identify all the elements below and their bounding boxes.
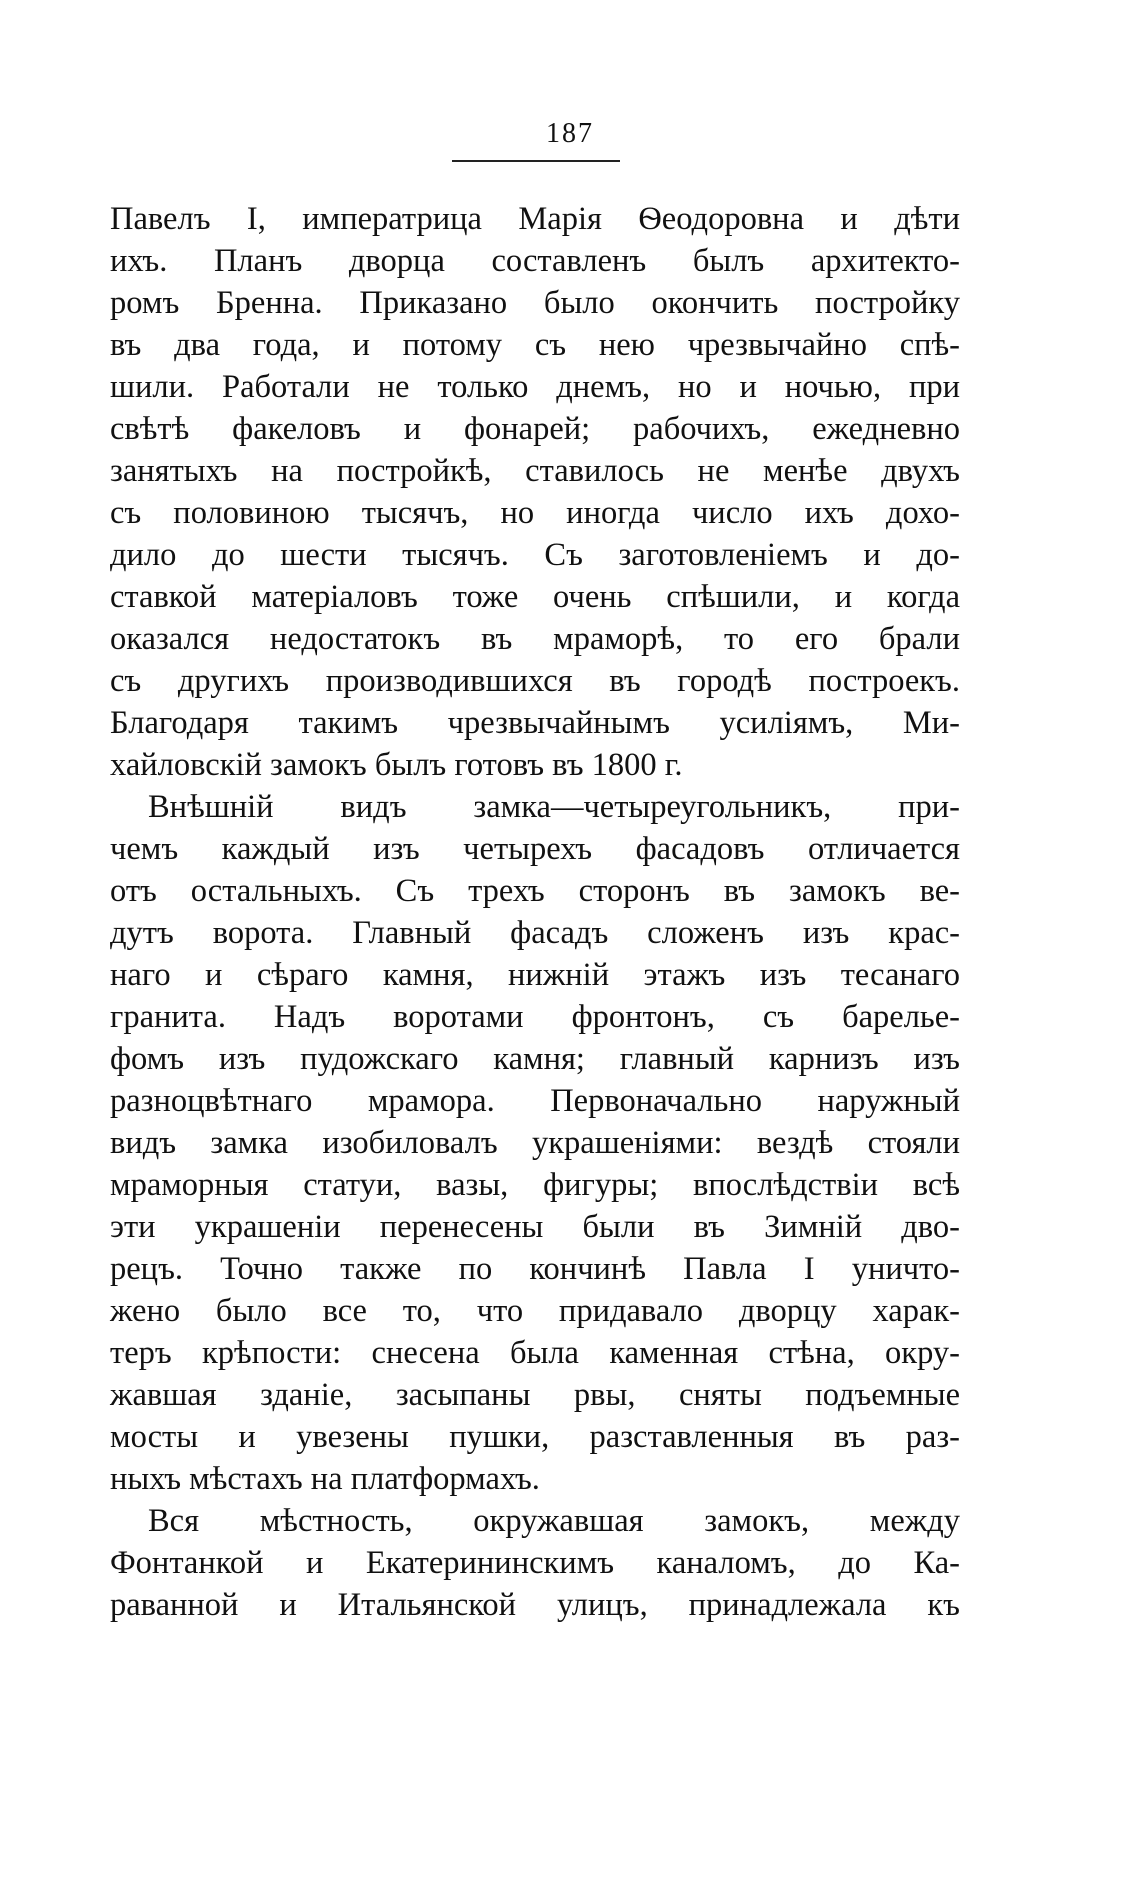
- text-line: жавшая зданіе, засыпаны рвы, сняты подъемные: [110, 1377, 960, 1413]
- text-line: ихъ. Планъ дворца составленъ былъ архитекто-: [110, 243, 960, 279]
- text-line: Павелъ I, императрица Марія Ѳеодоровна и дѣти: [110, 201, 960, 237]
- text-line: теръ крѣпости: снесена была каменная стѣна, окру-: [110, 1335, 960, 1371]
- paragraph-2: [110, 786, 960, 1500]
- text-line: съ другихъ производившихся въ городѣ построекъ.: [110, 663, 960, 699]
- text-line: мраморныя статуи, вазы, фигуры; впослѣдствіи всѣ: [110, 1167, 960, 1203]
- text-line: оказался недостатокъ въ мраморѣ, то его брали: [110, 621, 960, 657]
- text-line: наго и сѣраго камня, нижній этажъ изъ тесанаго: [110, 957, 960, 993]
- text-line: жено было все то, что придавало дворцу харак-: [110, 1293, 960, 1329]
- page-number: 187: [546, 118, 594, 149]
- paragraph-3: [110, 1500, 960, 1626]
- text-line: дило до шести тысячъ. Съ заготовленіемъ и до-: [110, 537, 960, 573]
- body-text: [110, 198, 960, 1626]
- text-line: отъ остальныхъ. Съ трехъ сторонъ въ замокъ ве-: [110, 873, 960, 909]
- text-line: Внѣшній видъ замка—четыреугольникъ, при-: [148, 789, 960, 825]
- text-line: чемъ каждый изъ четырехъ фасадовъ отличается: [110, 831, 960, 867]
- text-line: раванной и Итальянской улицъ, принадлежала къ: [110, 1587, 960, 1623]
- text-line: хайловскій замокъ былъ готовъ въ 1800 г.: [110, 747, 683, 783]
- text-line: Вся мѣстность, окружавшая замокъ, между: [148, 1503, 960, 1539]
- text-line: шили. Работали не только днемъ, но и ночью, при: [110, 369, 960, 405]
- text-line: Благодаря такимъ чрезвычайнымъ усиліямъ, Ми-: [110, 705, 960, 741]
- text-line: ромъ Бренна. Приказано было окончить постройку: [110, 285, 960, 321]
- text-line: ставкой матеріаловъ тоже очень спѣшили, и когда: [110, 579, 960, 615]
- text-line: фомъ изъ пудожскаго камня; главный карнизъ изъ: [110, 1041, 960, 1077]
- text-line: гранита. Надъ воротами фронтонъ, съ барелье-: [110, 999, 960, 1035]
- page-number-rule: [452, 160, 620, 162]
- text-line: занятыхъ на постройкѣ, ставилось не менѣе двухъ: [110, 453, 960, 489]
- text-line: видъ замка изобиловалъ украшеніями: вездѣ стояли: [110, 1125, 960, 1161]
- paragraph-1: [110, 198, 960, 786]
- text-line: дутъ ворота. Главный фасадъ сложенъ изъ крас-: [110, 915, 960, 951]
- text-line: свѣтѣ факеловъ и фонарей; рабочихъ, ежедневно: [110, 411, 960, 447]
- text-line: мосты и увезены пушки, разставленныя въ раз-: [110, 1419, 960, 1455]
- text-line: Фонтанкой и Екатерининскимъ каналомъ, до Ка-: [110, 1545, 960, 1581]
- text-line: разноцвѣтнаго мрамора. Первоначально наружный: [110, 1083, 960, 1119]
- text-line: ныхъ мѣстахъ на платформахъ.: [110, 1461, 540, 1497]
- text-line: рецъ. Точно также по кончинѣ Павла I уничто-: [110, 1251, 960, 1287]
- text-line: въ два года, и потому съ нею чрезвычайно спѣ-: [110, 327, 960, 363]
- text-line: эти украшеніи перенесены были въ Зимній дво-: [110, 1209, 960, 1245]
- text-line: съ половиною тысячъ, но иногда число ихъ дохо-: [110, 495, 960, 531]
